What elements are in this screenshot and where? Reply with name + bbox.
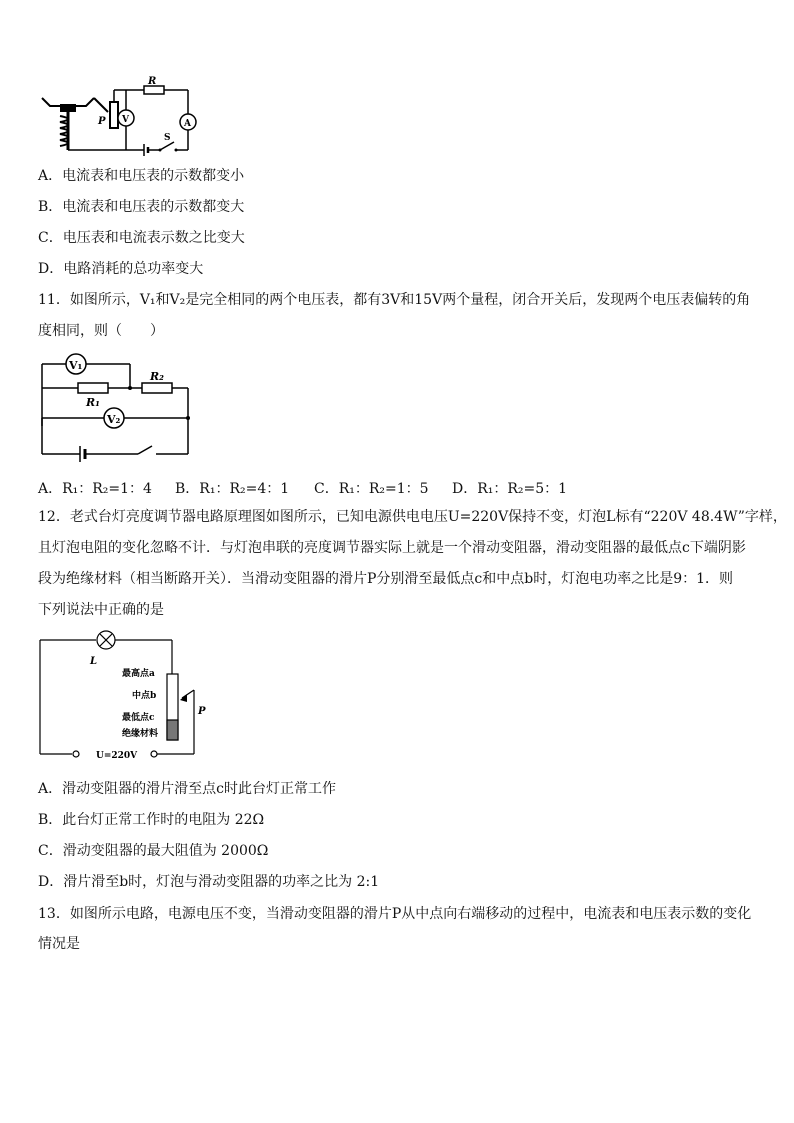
q12-label-l: L [90, 656, 98, 667]
q12-stem-line1: 12．老式台灯亮度调节器电路原理图如图所示，已知电源供电电压U=220V保持不变，灯泡L标有“220V 48.4W”字样， [38, 509, 787, 525]
q12-label-b: 中点b [132, 691, 157, 701]
q10-option-b: B．电流表和电压表的示数都变大 [38, 199, 245, 215]
q11-label-r1: R₁ [86, 396, 100, 409]
q10-label-a: A [184, 119, 191, 129]
q10-label-r: R [148, 76, 157, 87]
q10-option-a: A．电流表和电压表的示数都变小 [38, 168, 245, 184]
q12-option-a: A．滑动变阻器的滑片滑至点c时此台灯正常工作 [38, 781, 336, 797]
q12-label-u: U=220V [96, 751, 138, 761]
q11-label-v1: V₁ [69, 359, 83, 372]
q12-label-insulator: 绝缘材料 [122, 729, 159, 739]
q12-option-c: C．滑动变阻器的最大阻值为 2000Ω [38, 843, 269, 859]
q11-label-v2: V₂ [107, 413, 121, 426]
q12-circuit-figure [38, 628, 208, 766]
q11-stem-line1: 11．如图所示，V₁和V₂是完全相同的两个电压表，都有3V和15V两个量程，闭合开关后，发现两个电压表偏转的角 [38, 292, 751, 308]
q13-stem-line2: 情况是 [38, 936, 80, 952]
q10-label-v: V [122, 115, 129, 125]
q12-label-p: P [198, 706, 206, 717]
q12-stem-line2: 且灯泡电阻的变化忽略不计．与灯泡串联的亮度调节器实际上就是一个滑动变阻器，滑动变阻器的最低点c下端阴影 [38, 540, 746, 556]
q10-option-d: D．电路消耗的总功率变大 [38, 261, 204, 277]
q11-circuit-figure [38, 350, 198, 468]
q12-label-c: 最低点c [122, 713, 155, 723]
q10-label-p: P [98, 116, 106, 127]
q12-stem-line4: 下列说法中正确的是 [38, 602, 164, 618]
q12-option-b: B．此台灯正常工作时的电阻为 22Ω [38, 812, 265, 828]
q12-option-d: D．滑片滑至b时，灯泡与滑动变阻器的功率之比为 2:1 [38, 874, 380, 890]
q10-label-s: S [164, 133, 171, 143]
q13-stem-line1: 13．如图所示电路，电源电压不变，当滑动变阻器的滑片P从中点向右端移动的过程中，电流表和电压表示数的变化 [38, 906, 752, 922]
q12-label-a: 最高点a [122, 669, 155, 679]
q11-label-r2: R₂ [150, 370, 164, 383]
q11-option-a: A．R₁：R₂=1：4 [38, 481, 152, 497]
q11-options [38, 478, 738, 496]
q11-option-c: C．R₁：R₂=1：5 [314, 481, 429, 497]
q11-stem-line2: 度相同，则（ ） [38, 323, 164, 339]
q11-option-b: B．R₁：R₂=4：1 [175, 481, 290, 497]
q10-option-c: C．电压表和电流表示数之比变大 [38, 230, 245, 246]
q10-circuit-figure [38, 76, 218, 164]
q12-stem-line3: 段为绝缘材料（相当断路开关）．当滑动变阻器的滑片P分别滑至最低点c和中点b时，灯泡电功率之比是9：1．则 [38, 571, 734, 587]
q11-option-d: D．R₁：R₂=5：1 [452, 481, 568, 497]
